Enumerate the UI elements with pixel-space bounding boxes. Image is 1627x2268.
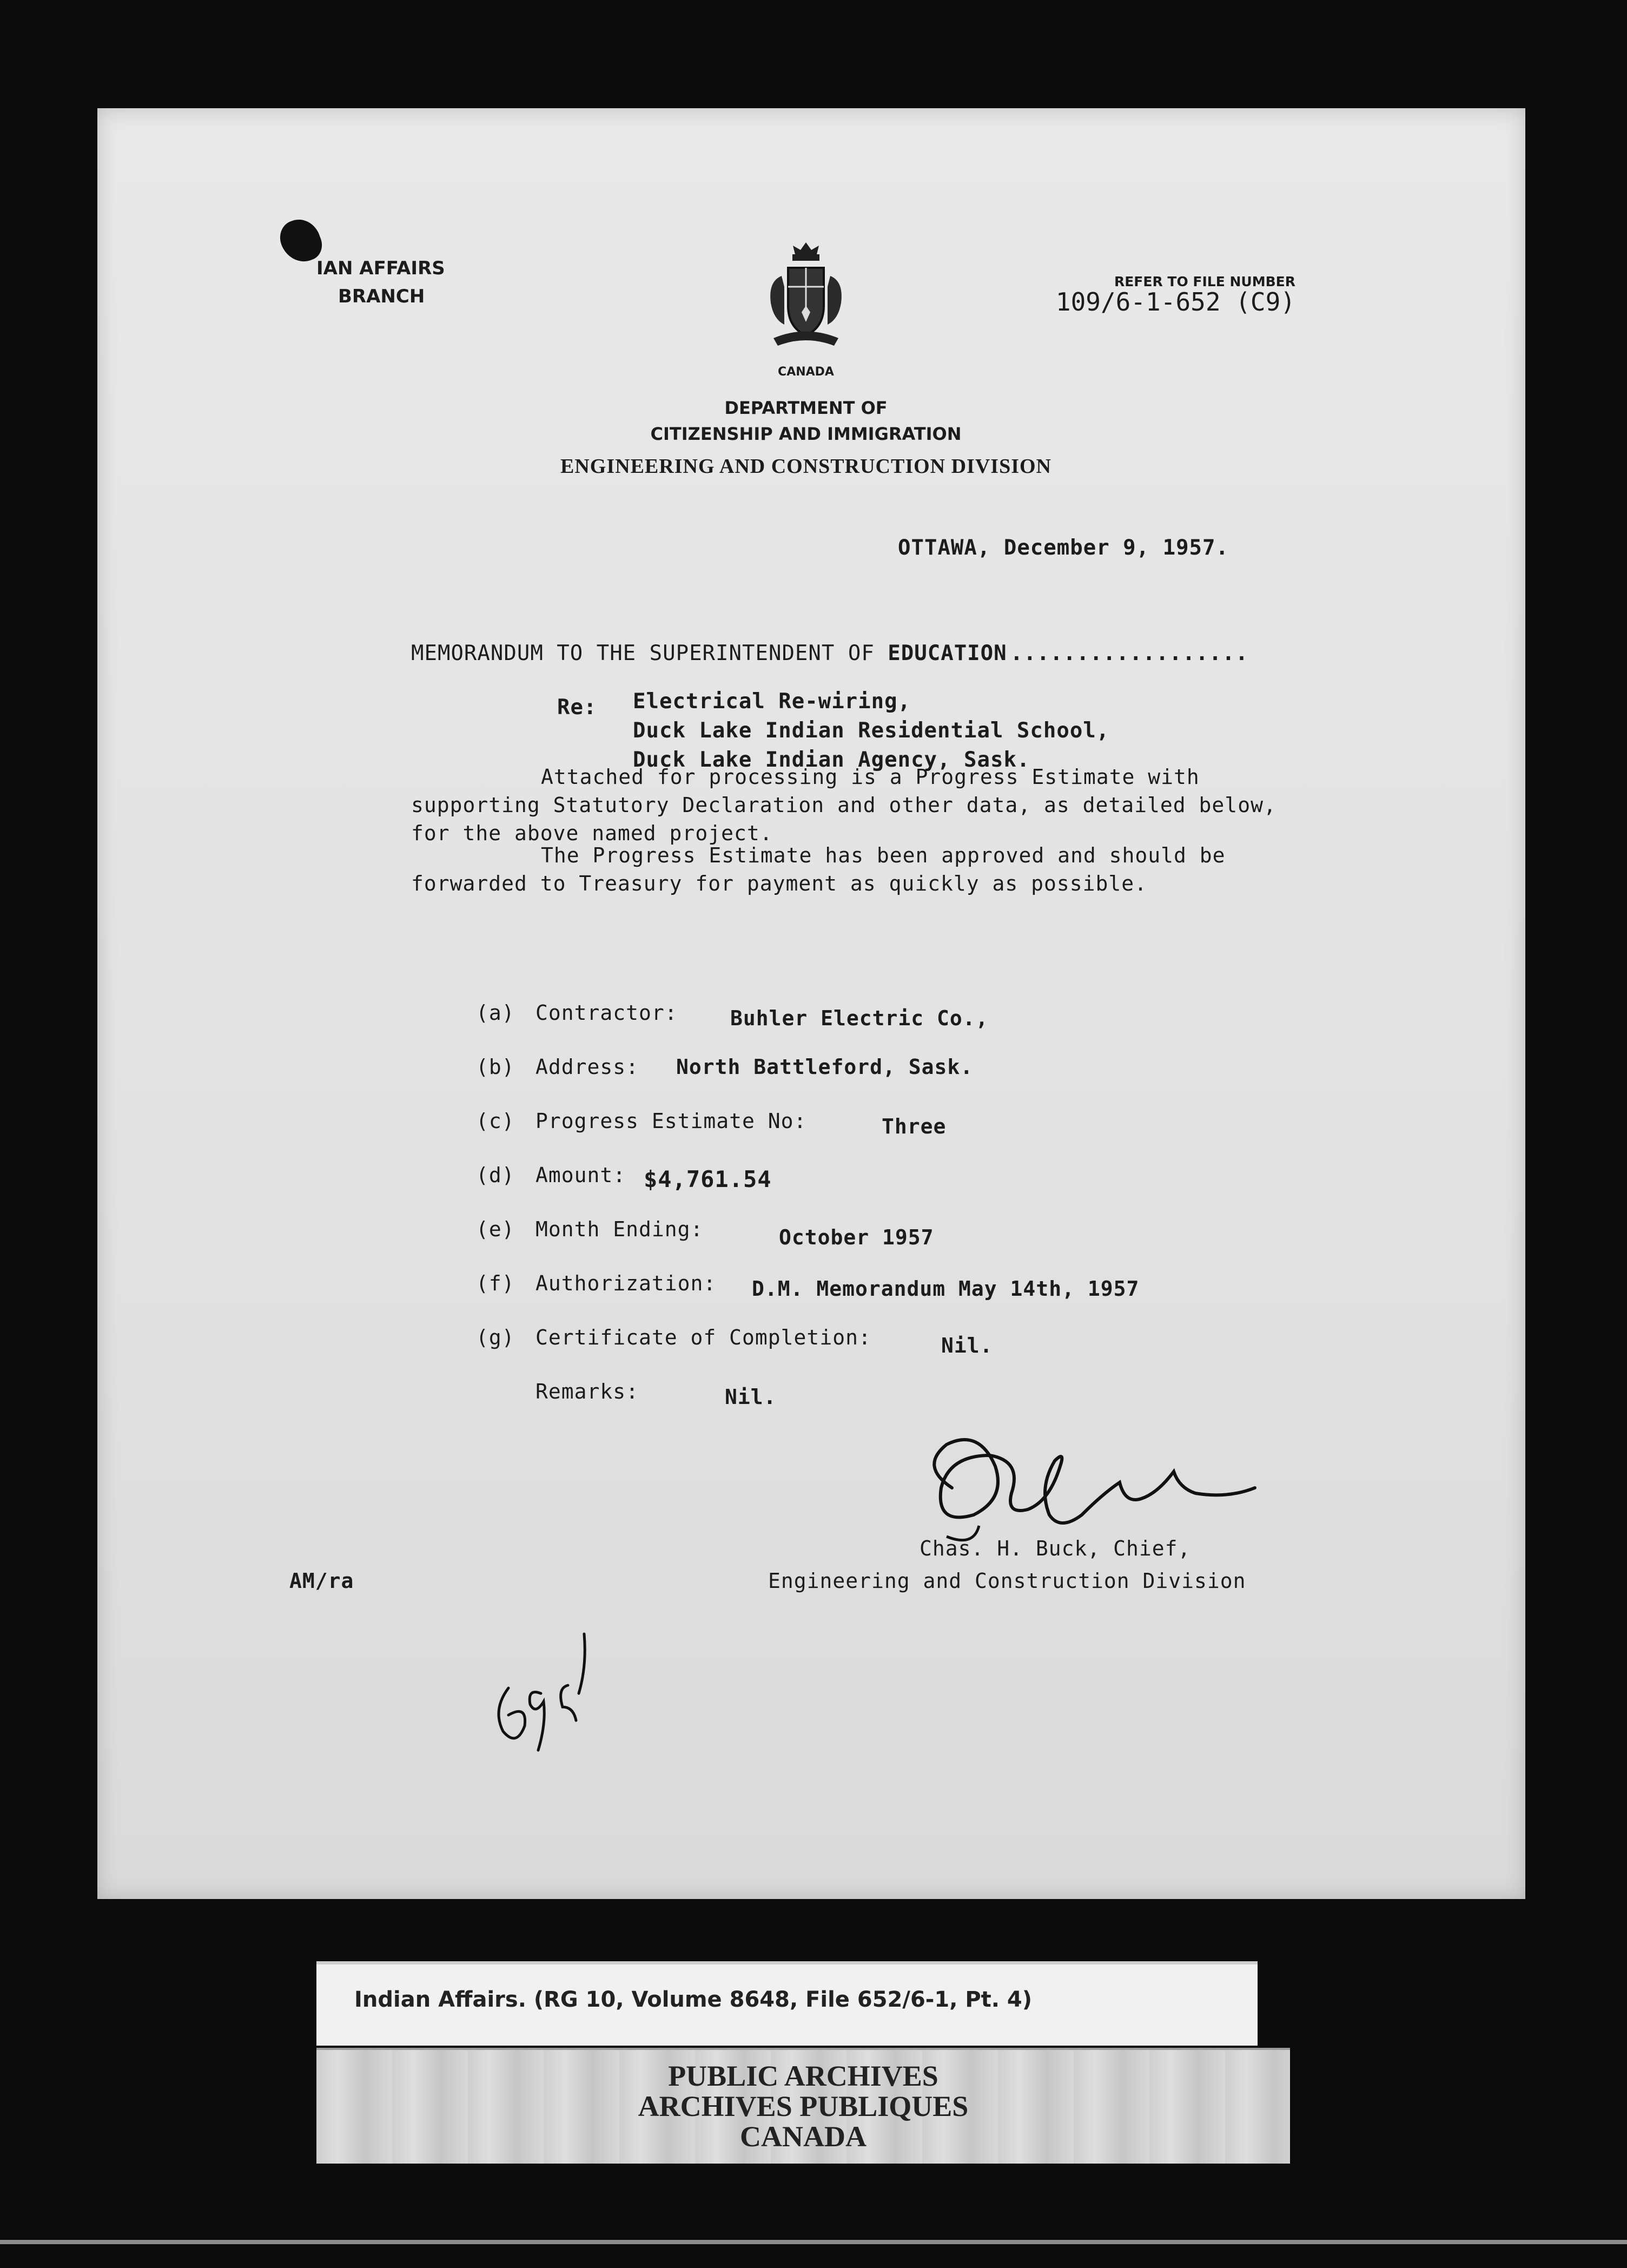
- branch-line-2: BRANCH: [338, 286, 425, 307]
- item-letter: (b): [476, 1055, 515, 1079]
- remarks-label: Remarks:: [535, 1380, 639, 1403]
- paragraph-line: supporting Statutory Declaration and other data, as detailed below,: [411, 793, 1277, 817]
- item-letter: (d): [476, 1163, 515, 1187]
- item-value: North Battleford, Sask.: [676, 1055, 974, 1079]
- memo-page: [97, 108, 1525, 1899]
- archive-stamp: [316, 2048, 1290, 2164]
- signatory-title: Engineering and Construction Division: [768, 1569, 1246, 1593]
- country-label: CANADA: [778, 365, 834, 379]
- item-value: $4,761.54: [644, 1166, 772, 1192]
- paragraph-line: The Progress Estimate has been approved and should be: [541, 843, 1226, 867]
- handwritten-number: [487, 1623, 595, 1758]
- item-label: Progress Estimate No:: [535, 1109, 807, 1133]
- item-label: Authorization:: [535, 1271, 717, 1295]
- stamp-line-1: PUBLIC ARCHIVES: [668, 2060, 938, 2092]
- refer-label: REFER TO FILE NUMBER: [1114, 274, 1295, 289]
- file-reference: [1056, 274, 1295, 317]
- signatory-name: Chas. H. Buck, Chief,: [920, 1537, 1191, 1560]
- archive-stamp-text: [316, 2061, 1290, 2152]
- stamp-line-2: ARCHIVES PUBLIQUES: [638, 2090, 969, 2122]
- paragraph-line: for the above named project.: [411, 821, 773, 845]
- item-value: Three: [882, 1115, 947, 1138]
- archive-reference: Indian Affairs. (RG 10, Volume 8648, File 652/6-1, Pt. 4): [354, 1987, 1033, 2012]
- remarks-value: Nil.: [725, 1385, 777, 1409]
- branch-heading: [316, 254, 445, 311]
- memo-addressee: EDUCATION: [888, 641, 1007, 665]
- department-line-1: DEPARTMENT OF: [724, 398, 888, 418]
- memo-date: OTTAWA, December 9, 1957.: [898, 536, 1229, 560]
- item-value: Buhler Electric Co.,: [730, 1006, 989, 1030]
- coat-of-arms-icon: [760, 238, 852, 352]
- item-letter: (g): [476, 1326, 515, 1349]
- item-label: Certificate of Completion:: [535, 1326, 871, 1349]
- memo-to-line: [411, 641, 1248, 665]
- subject-line: Duck Lake Indian Agency, Sask.: [633, 748, 1030, 772]
- paragraph-1: [411, 763, 1277, 847]
- typist-initials: AM/ra: [289, 1569, 354, 1593]
- subject-block: [633, 687, 1109, 775]
- item-label: Contractor:: [535, 1001, 678, 1025]
- file-number: 109/6-1-652 (C9): [1055, 287, 1295, 317]
- film-edge: [0, 2240, 1627, 2244]
- item-value: Nil.: [941, 1334, 993, 1357]
- item-letter: (c): [476, 1109, 515, 1133]
- re-label: Re:: [557, 695, 597, 720]
- subject-line: Electrical Re-wiring,: [633, 689, 911, 714]
- item-label: Amount:: [535, 1163, 626, 1187]
- paragraph-line: Attached for processing is a Progress Estimate with: [541, 765, 1200, 789]
- archive-reference-label: [316, 1961, 1258, 2046]
- department-heading: [563, 395, 1049, 447]
- branch-line-1: IAN AFFAIRS: [316, 258, 445, 279]
- item-value: D.M. Memorandum May 14th, 1957: [752, 1277, 1140, 1301]
- item-letter: (f): [476, 1271, 515, 1295]
- stamp-line-3: CANADA: [740, 2120, 867, 2153]
- item-label: Address:: [535, 1055, 639, 1079]
- item-letter: (a): [476, 1001, 515, 1025]
- paragraph-line: forwarded to Treasury for payment as quickly as possible.: [411, 872, 1148, 895]
- paragraph-2: [411, 841, 1226, 898]
- division-heading: ENGINEERING AND CONSTRUCTION DIVISION: [560, 455, 1051, 478]
- subject-line: Duck Lake Indian Residential School,: [633, 718, 1110, 743]
- memo-to-prefix: MEMORANDUM TO THE SUPERINTENDENT OF: [411, 641, 875, 665]
- item-label: Month Ending:: [535, 1217, 704, 1241]
- memo-dots: ..................: [1010, 641, 1249, 665]
- department-line-2: CITIZENSHIP AND IMMIGRATION: [650, 424, 962, 444]
- item-letter: (e): [476, 1217, 515, 1241]
- item-value: October 1957: [779, 1225, 934, 1249]
